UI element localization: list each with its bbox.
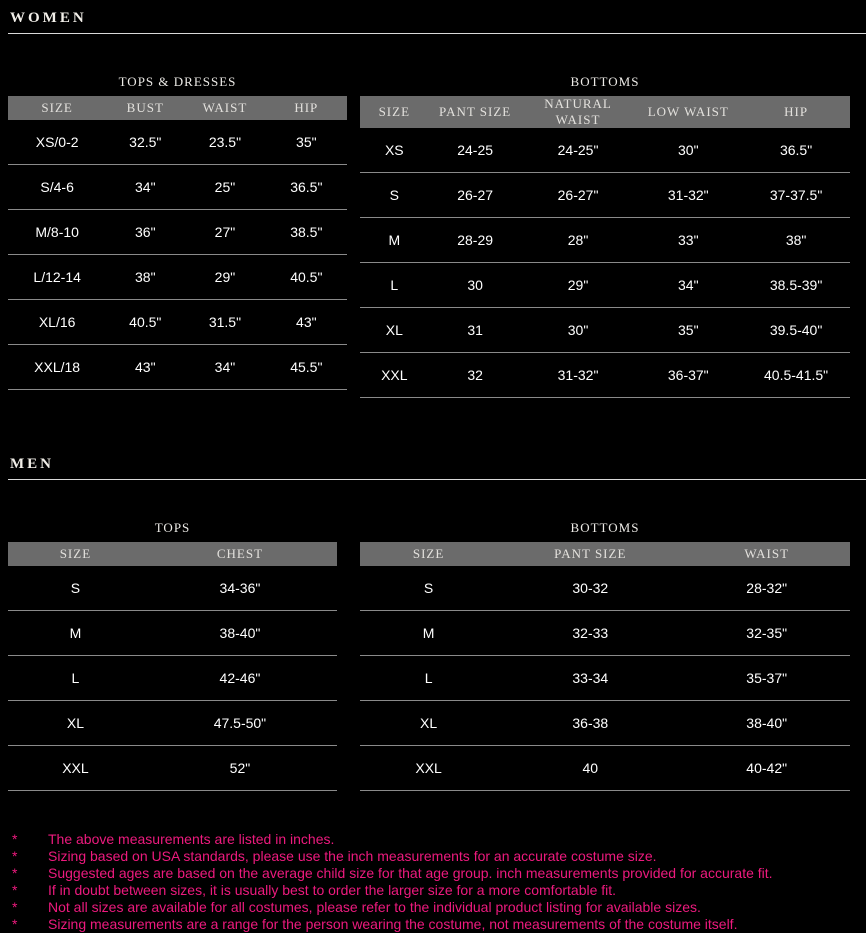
table-row <box>8 611 337 656</box>
table-cell: 28" <box>522 218 635 263</box>
table-cell: 34" <box>106 165 184 210</box>
table-cell: 33-34 <box>497 656 683 701</box>
table-cell: XL <box>8 701 143 746</box>
table-cell: M <box>360 611 497 656</box>
table-cell: 23.5" <box>184 120 265 165</box>
table-cell: 38.5" <box>266 210 347 255</box>
table-cell: 30" <box>634 128 742 173</box>
men-bottoms-table <box>360 542 850 791</box>
table-cell: 35" <box>634 308 742 353</box>
asterisk-marker: * <box>12 865 18 881</box>
column-header: CHEST <box>143 542 337 566</box>
table-cell: 32-33 <box>497 611 683 656</box>
men-bottoms-table-block <box>360 520 850 791</box>
table-row <box>360 701 850 746</box>
table-cell: XXL <box>8 746 143 791</box>
table-cell: 40-42" <box>683 746 850 791</box>
men-tops-table <box>8 542 337 791</box>
asterisk-marker: * <box>12 848 18 864</box>
table-cell: 31-32" <box>634 173 742 218</box>
table-cell: 45.5" <box>266 345 347 390</box>
footnote-text: Suggested ages are based on the average child size for that age group. inch measurements provided for accurate fit. <box>48 865 773 881</box>
table-cell: M <box>360 218 429 263</box>
table-cell: L <box>360 263 429 308</box>
column-header: HIP <box>266 96 347 120</box>
footnote-text: Sizing based on USA standards, please use the inch measurements for an accurate costume size. <box>48 848 657 864</box>
table-row <box>360 308 850 353</box>
table-cell: 27" <box>184 210 265 255</box>
table-cell: XS <box>360 128 429 173</box>
men-heading: MEN <box>10 456 54 472</box>
table-cell: 40.5" <box>266 255 347 300</box>
men-tops-table-block <box>8 520 337 791</box>
table-cell: 30 <box>429 263 522 308</box>
table-row <box>360 263 850 308</box>
men-bottoms-title: BOTTOMS <box>570 520 640 535</box>
table-cell: 28-32" <box>683 566 850 611</box>
women-heading: WOMEN <box>10 10 87 26</box>
footnote-item <box>12 899 866 916</box>
table-cell: 34" <box>634 263 742 308</box>
table-cell: 38-40" <box>143 611 337 656</box>
column-header: BUST <box>106 96 184 120</box>
table-row <box>8 566 337 611</box>
table-row <box>360 746 850 791</box>
column-header: SIZE <box>360 542 497 566</box>
table-cell: 31.5" <box>184 300 265 345</box>
table-cell: 38" <box>106 255 184 300</box>
footnotes <box>0 831 866 933</box>
footnote-item <box>12 848 866 865</box>
table-cell: 40.5-41.5" <box>742 353 850 398</box>
table-cell: 30-32 <box>497 566 683 611</box>
table-cell: 37-37.5" <box>742 173 850 218</box>
table-cell: 34-36" <box>143 566 337 611</box>
table-cell: 24-25" <box>522 128 635 173</box>
column-header: LOW WAIST <box>634 96 742 128</box>
footnote-item <box>12 882 866 899</box>
header-row <box>360 542 850 566</box>
table-cell: 47.5-50" <box>143 701 337 746</box>
table-cell: XXL <box>360 746 497 791</box>
women-section-header <box>0 0 866 27</box>
table-row <box>8 300 347 345</box>
table-row <box>8 255 347 300</box>
table-cell: 34" <box>184 345 265 390</box>
footnote-text: Sizing measurements are a range for the person wearing the costume, not measurements of the costume itself. <box>48 916 738 932</box>
table-cell: 40 <box>497 746 683 791</box>
header-row <box>360 96 850 128</box>
table-cell: 43" <box>266 300 347 345</box>
table-row <box>360 353 850 398</box>
women-bottoms-table <box>360 96 850 398</box>
footnote-item <box>12 865 866 882</box>
table-cell: S <box>360 173 429 218</box>
table-cell: 29" <box>184 255 265 300</box>
footnote-text: If in doubt between sizes, it is usually best to order the larger size for a more comfortable fit. <box>48 882 617 898</box>
table-cell: 28-29 <box>429 218 522 263</box>
asterisk-marker: * <box>12 916 18 932</box>
men-tables-row <box>0 520 866 791</box>
table-cell: 39.5-40" <box>742 308 850 353</box>
column-header: SIZE <box>8 542 143 566</box>
table-cell: 36-38 <box>497 701 683 746</box>
table-cell: 36.5" <box>266 165 347 210</box>
table-cell: 29" <box>522 263 635 308</box>
men-heading-rule <box>8 479 866 480</box>
table-cell: XL <box>360 701 497 746</box>
table-row <box>360 128 850 173</box>
table-cell: S/4-6 <box>8 165 106 210</box>
table-cell: XS/0-2 <box>8 120 106 165</box>
table-row <box>360 566 850 611</box>
footnote-text: The above measurements are listed in inches. <box>48 831 335 847</box>
table-cell: L/12-14 <box>8 255 106 300</box>
column-header: WAIST <box>184 96 265 120</box>
table-cell: 35" <box>266 120 347 165</box>
column-header: SIZE <box>8 96 106 120</box>
women-tops-table-block <box>8 74 347 398</box>
women-bottoms-table-block <box>360 74 850 398</box>
table-row <box>8 210 347 255</box>
table-cell: 26-27 <box>429 173 522 218</box>
table-cell: 52" <box>143 746 337 791</box>
header-row <box>8 96 347 120</box>
table-cell: XXL <box>360 353 429 398</box>
table-cell: 38-40" <box>683 701 850 746</box>
asterisk-marker: * <box>12 899 18 915</box>
table-cell: L <box>360 656 497 701</box>
table-cell: 32.5" <box>106 120 184 165</box>
table-cell: 25" <box>184 165 265 210</box>
table-cell: M <box>8 611 143 656</box>
men-section <box>0 446 866 791</box>
table-cell: 36" <box>106 210 184 255</box>
column-header: WAIST <box>683 542 850 566</box>
women-heading-rule <box>8 33 866 34</box>
table-cell: 38.5-39" <box>742 263 850 308</box>
table-cell: S <box>8 566 143 611</box>
asterisk-marker: * <box>12 882 18 898</box>
column-header: HIP <box>742 96 850 128</box>
men-section-header <box>0 446 866 473</box>
table-cell: 32 <box>429 353 522 398</box>
women-tops-title: TOPS & DRESSES <box>118 74 237 89</box>
table-cell: 36-37" <box>634 353 742 398</box>
table-cell: XL/16 <box>8 300 106 345</box>
table-cell: S <box>360 566 497 611</box>
women-bottoms-title: BOTTOMS <box>570 74 640 89</box>
table-cell: 33" <box>634 218 742 263</box>
table-row <box>8 165 347 210</box>
table-row <box>360 611 850 656</box>
asterisk-marker: * <box>12 831 18 847</box>
table-cell: 31 <box>429 308 522 353</box>
table-row <box>8 746 337 791</box>
table-cell: 30" <box>522 308 635 353</box>
table-cell: 24-25 <box>429 128 522 173</box>
column-header: PANT SIZE <box>497 542 683 566</box>
table-cell: 40.5" <box>106 300 184 345</box>
table-cell: M/8-10 <box>8 210 106 255</box>
table-cell: 42-46" <box>143 656 337 701</box>
column-header: PANT SIZE <box>429 96 522 128</box>
table-cell: 35-37" <box>683 656 850 701</box>
table-row <box>8 120 347 165</box>
table-cell: 26-27" <box>522 173 635 218</box>
header-row <box>8 542 337 566</box>
men-tops-title: TOPS <box>154 520 191 535</box>
table-row <box>360 656 850 701</box>
footnote-item <box>12 916 866 933</box>
footnote-item <box>12 831 866 848</box>
table-cell: XXL/18 <box>8 345 106 390</box>
table-row <box>360 218 850 263</box>
table-cell: 36.5" <box>742 128 850 173</box>
table-row <box>360 173 850 218</box>
table-row <box>8 345 347 390</box>
table-cell: L <box>8 656 143 701</box>
table-cell: 38" <box>742 218 850 263</box>
table-cell: 32-35" <box>683 611 850 656</box>
table-cell: 43" <box>106 345 184 390</box>
table-row <box>8 701 337 746</box>
women-tables-row <box>0 74 866 398</box>
footnote-text: Not all sizes are available for all costumes, please refer to the individual product listing for available sizes. <box>48 899 701 915</box>
column-header: SIZE <box>360 96 429 128</box>
table-row <box>8 656 337 701</box>
women-tops-table <box>8 96 347 390</box>
table-cell: XL <box>360 308 429 353</box>
column-header: NATURAL WAIST <box>522 96 635 128</box>
table-cell: 31-32" <box>522 353 635 398</box>
